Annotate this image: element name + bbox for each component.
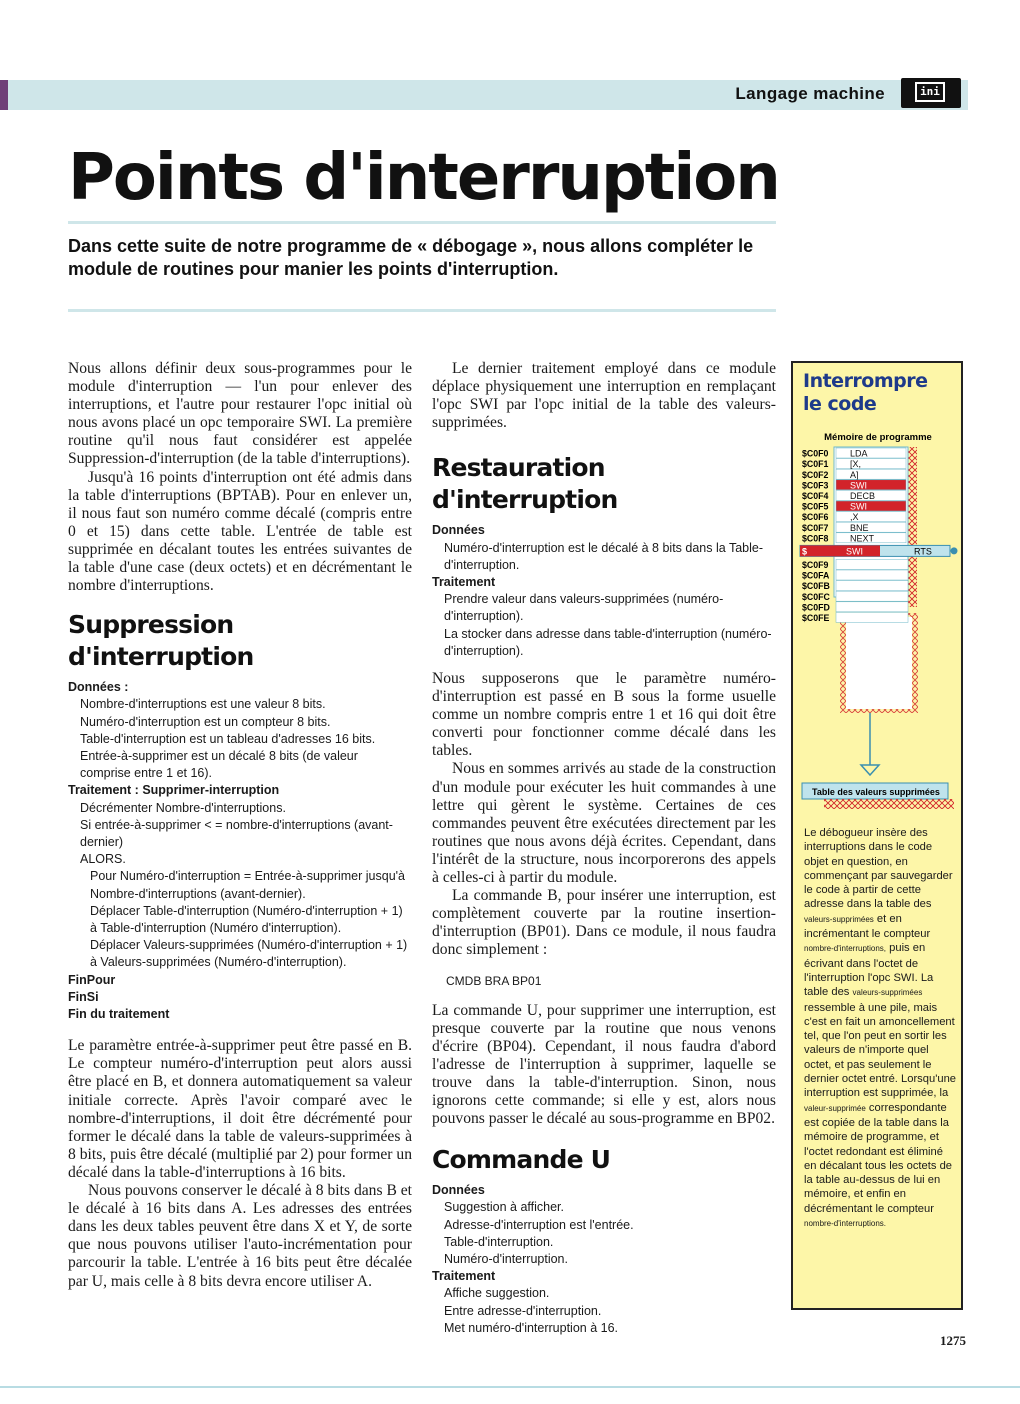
sidebar-caption: Le débogueur insère des interruptions dans le code objet en question, en commençant par sauvegarder le code à partir de cette adresse dans la table des valeurs-supprimées et en incrémentant le compteur nombre-d'interruptions, puis en écrivant dans l'octet de l'interruption l'opc SWI. La table des valeurs-supprimées ressemble à une pile, mais c'est en fait un amoncellement tel, que l'on peut en sortir les valeurs de n'importe quel octet, et pas seulement le dernier octet entré. Lorsqu'une interruption est supprimée, la valeur-supprimée correspondante est copiée de la table dans la mémoire de programme, et l'octet redondant est éliminé en décalant tous les octets de la table au-dessus de lui en mémoire, et enfin en décrémentant le compteur nombre-d'interruptions. [804, 827, 957, 1229]
algo-line: Fin du traitement [68, 1007, 170, 1022]
section-label: Langage machine [735, 84, 885, 103]
hatch-decoration [824, 799, 954, 809]
memory-cell [836, 459, 906, 469]
divider [68, 309, 776, 312]
algo-line: Déplacer Valeurs-supprimées (Numéro-d'interruption + 1) à Valeurs-supprimées (Numéro-d'interruption). [90, 938, 408, 970]
memory-cell [836, 559, 908, 569]
memory-instruction: ,X [850, 512, 859, 523]
color-tab [0, 80, 8, 110]
section-heading-commande-u: Commande U [432, 1145, 611, 1175]
memory-address: $C0F9 [802, 560, 829, 570]
algo-line: FinSi [68, 989, 99, 1004]
memory-cell [836, 480, 906, 490]
algo-line: La stocker dans adresse dans table-d'interruption (numéro-d'interruption). [444, 626, 772, 658]
paragraph: Nous allons définir deux sous-programmes pour le module d'interruption — l'un pour enlever des interruptions, et l'autre pour restaurer l'opc initial où nous avons placé un opc temporaire SWI. La première routine qu'il nous faut considérer est appelée Suppression-d'interruption (de la table d'interruptions). [68, 360, 412, 468]
sidebar-title: Interrompre le code [803, 370, 928, 415]
column-right [432, 360, 776, 1337]
memory-cell [836, 469, 906, 479]
page-title: Points d'interruption [68, 141, 779, 215]
algo-label-traitement: Traitement [432, 574, 496, 589]
section-heading-restauration: Restauration d'interruption [432, 453, 618, 515]
memory-address: $C0F1 [802, 459, 829, 470]
memory-address: $C0F2 [802, 469, 829, 480]
memory-address: $C0FA [802, 570, 830, 581]
memory-instruction: BNE [850, 522, 869, 533]
memory-cell [836, 602, 908, 612]
algo-line: Affiche suggestion. [444, 1286, 550, 1301]
paragraph: Nous en sommes arrivés au stade de la construction d'un module pour exécuter les huit commandes à une lettre qui gèrent le système. Certaines de ces commandes peuvent être exécutées directement par les routines que nous avons déjà écrites. Cependant, dans l'intérêt de la structure, nous incorporerons des appels à celles-ci à partir du module. [432, 760, 776, 887]
algo-line: Pour Numéro-d'interruption = Entrée-à-supprimer jusqu'à Nombre-d'interruptions (avant-dernier). [90, 869, 405, 901]
memory-address: $C0F7 [802, 522, 829, 533]
algo-label-donnees: Données [432, 523, 485, 538]
algo-line: Table-d'interruption est un tableau d'adresses 16 bits. [80, 731, 376, 746]
algorithm-suppression [68, 679, 412, 1023]
algo-line: Nombre-d'interruptions est une valeur 8 bits. [80, 697, 326, 712]
memory-instruction: SWI [850, 480, 867, 491]
section-logo-icon: ini [901, 78, 961, 108]
memory-cell [836, 591, 908, 601]
bottom-rule [0, 1386, 1020, 1388]
algorithm-restauration [432, 522, 776, 660]
memory-instruction: DECB [850, 491, 876, 501]
algo-line: ALORS. [80, 852, 126, 867]
memory-cell [836, 448, 906, 458]
algorithm-commande-u [432, 1182, 776, 1337]
paragraph: Jusqu'à 16 points d'interruption ont été admis dans la table d'interruptions (BPTAB). Pour en enlever un, il nous faut son numéro comme décalé (compris entre 0 et 15) dans cette table. L'entrée de table est supprimée en décalant toutes les entrées suivantes de la table d'une case (deux octets) et en décrémentant le nombre d'interruptions. [68, 468, 412, 595]
memory-instruction: NEXT [850, 533, 875, 544]
paragraph: La commande B, pour insérer une interruption, est complètement couverte par la routine insertion-d'interruption (BP01). Dans ce module, il nous faudra donc simplement : [432, 887, 776, 959]
algo-label-traitement: Traitement [432, 1269, 496, 1284]
memory-diagram [798, 425, 960, 820]
algo-line: Si entrée-à-supprimer < = nombre-d'interruptions (avant-dernier) [80, 817, 393, 850]
algo-line: Entrée-à-supprimer est un décalé 8 bits (de valeur comprise entre 1 et 16). [80, 749, 358, 781]
paragraph: Nous supposerons que le paramètre numéro-d'interruption est passé en B sous la forme usuelle comme un nombre compris entre 1 et 16 qui doit être converti pour fonctionner comme décalé dans les tables. [432, 670, 776, 760]
memory-address: $C0FE [802, 613, 830, 623]
algo-line: Suggestion à afficher. [444, 1200, 564, 1215]
memory-cell [836, 581, 908, 591]
memory-address: $C0F5 [802, 501, 829, 512]
column-left [68, 360, 412, 1291]
memory-cell [836, 612, 908, 622]
memory-address: $C0FC [802, 591, 830, 602]
algo-line: Table-d'interruption. [444, 1234, 554, 1249]
code-line: CMDB BRA BP01 [446, 973, 542, 988]
memory-cell [836, 570, 908, 580]
memory-address: $C0F3 [802, 480, 829, 491]
memory-cell [836, 512, 906, 522]
algo-line: Numéro-d'interruption est un compteur 8 bits. [80, 714, 331, 729]
memory-cell [836, 522, 906, 532]
rts-label: RTS [914, 546, 932, 557]
memory-address: $C0F4 [802, 491, 829, 501]
memory-instruction: A] [850, 469, 859, 480]
algo-label-donnees: Données : [68, 680, 129, 695]
paragraph: La commande U, pour supprimer une interruption, est presque couverte par la routine que nous venons d'écrire (BP04). Cependant, il nous faudra d'abord l'adresse de l'interruption à supprimer, laquelle se trouve dans la table-d'interruption. Sinon, nous ignorons cette commande; si elle y est, alors nous pouvons passer le décalé au sous-programme en BP02. [432, 1001, 776, 1128]
algo-line: Numéro-d'interruption est le décalé à 8 bits dans la Table-d'interruption. [444, 540, 764, 572]
algo-line: FinPour [68, 972, 116, 987]
swi-cell [800, 545, 880, 556]
memory-address: $C0FD [802, 602, 830, 613]
paragraph: Le dernier traitement employé dans ce module déplace physiquement une interruption en remplaçant l'opc SWI par l'opc initial de la table des valeurs-supprimées. [432, 360, 776, 432]
memory-block-lower [846, 617, 912, 709]
memory-address: $C0F8 [802, 533, 829, 544]
memory-instruction: SWI [850, 501, 867, 512]
memory-instruction: LDA [850, 448, 868, 459]
swi-row-label: SWI [846, 546, 863, 557]
arrow-down-icon [861, 765, 879, 775]
algo-line: Numéro-d'interruption. [444, 1252, 568, 1267]
connector-dot-icon [951, 547, 958, 554]
algo-line: Met numéro-d'interruption à 16. [444, 1320, 619, 1335]
algo-label-traitement: Traitement : Supprimer-interruption [68, 783, 280, 798]
algo-label-donnees: Données [432, 1183, 485, 1198]
diagram-label: Mémoire de programme [824, 432, 932, 443]
memory-address: $C0F6 [802, 512, 829, 523]
page-number: 1275 [940, 1333, 966, 1348]
algo-line: Entre adresse-d'interruption. [444, 1303, 602, 1318]
section-heading-suppression: Suppression d'interruption [68, 610, 254, 672]
memory-instruction: [X, [850, 459, 862, 470]
divider [68, 221, 776, 224]
swi-row-label: $ [802, 546, 808, 557]
lead-paragraph: Dans cette suite de notre programme de « débogage », nous allons compléter le module de routines pour manier les points d'interruption. [68, 236, 754, 279]
memory-cell [836, 501, 906, 511]
algo-line: Déplacer Table-d'interruption (Numéro-d'interruption + 1) à Table-d'interruption (Numéro d'interruption). [90, 903, 403, 936]
memory-address: $C0FB [802, 581, 830, 592]
memory-address: $C0F0 [802, 448, 829, 459]
algo-line: Prendre valeur dans valeurs-supprimées (numéro-d'interruption). [444, 592, 724, 624]
paragraph: Le paramètre entrée-à-supprimer peut être passé en B. Le compteur numéro-d'interruption peut alors aussi être placé en B, et donnera automatiquement sa valeur initiale correcte. Après l'avoir comparé avec le nombre-d'interruptions, il doit être décrémenté pour former le décalé dans la table de valeurs-supprimées à 8 bits, puis être décalé (multiplié par 2) pour former un décalé dans la table-d'interruptions à 16 bits. [68, 1037, 412, 1181]
table-label: Table des valeurs supprimées [812, 787, 940, 797]
paragraph: Nous pouvons conserver le décalé à 8 bits dans B et le décalé à 16 bits dans A. Les adresses des entrées dans les deux tables peuvent être dans X et Y, de sorte que nous pouvons utiliser l'auto-incrémentation pour parcourir la table. L'entrée à 16 bits peut être décalée par U, mais celle à 8 bits devra encore utiliser A. [68, 1182, 412, 1290]
algo-line: Adresse-d'interruption est l'entrée. [444, 1217, 634, 1232]
algo-line: Décrémenter Nombre-d'interruptions. [80, 800, 286, 815]
